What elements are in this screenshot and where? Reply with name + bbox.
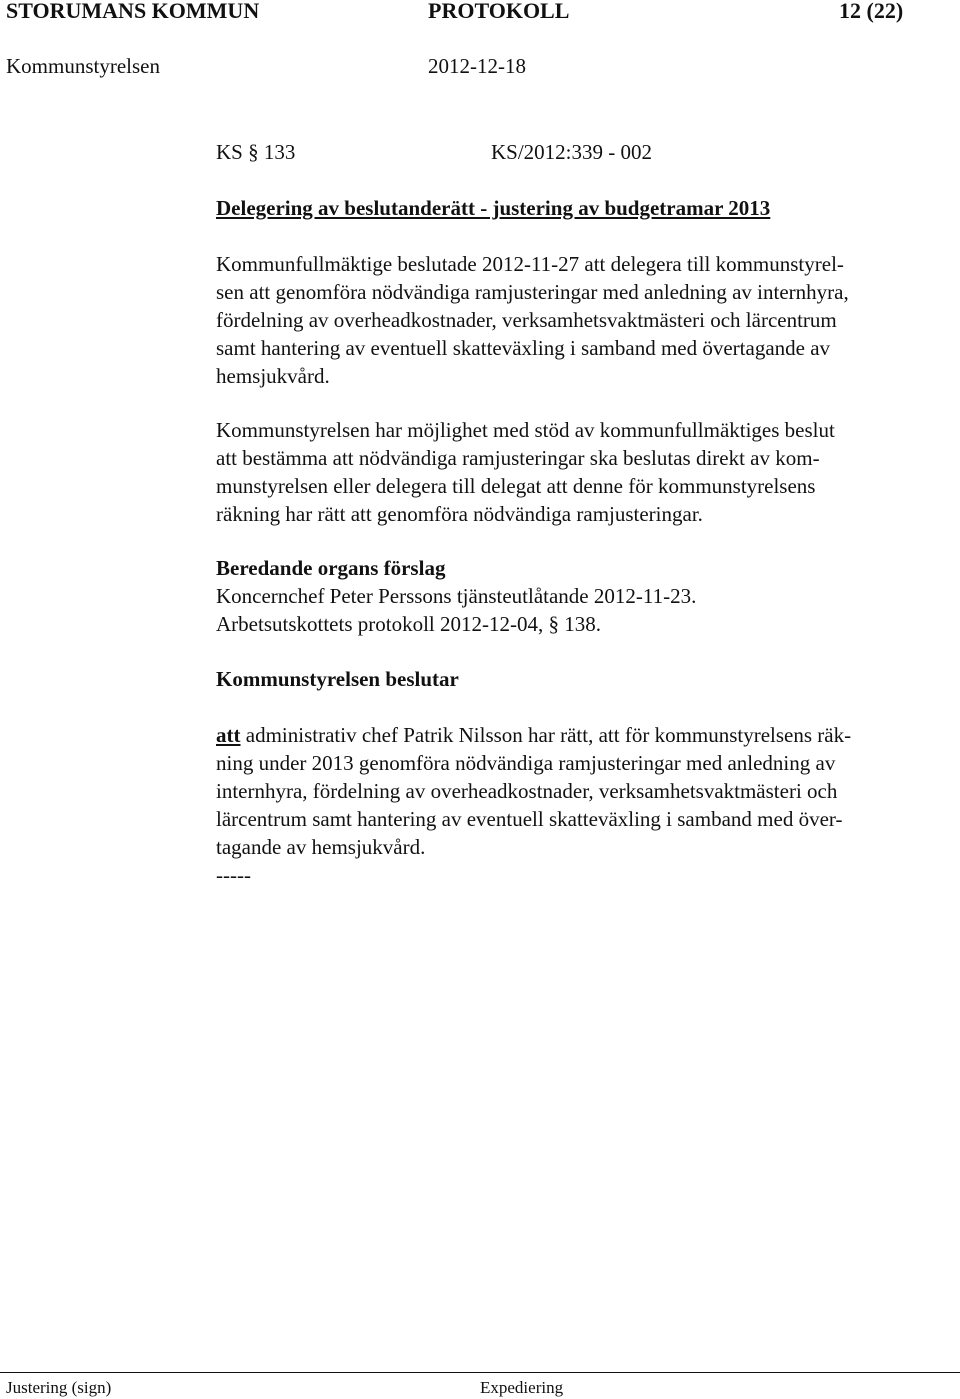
text-line: samt hantering av eventuell skatteväxling i samband med övertagande av bbox=[216, 336, 831, 360]
decision-heading: Kommunstyrelsen beslutar bbox=[216, 667, 459, 691]
footer-expediering: Expediering bbox=[480, 1378, 564, 1397]
org-name: STORUMANS KOMMUN bbox=[6, 0, 260, 23]
text-line: att bestämma att nödvändiga ramjusteringar ska beslutas direkt av kom- bbox=[216, 446, 820, 470]
case-title: Delegering av beslutanderätt - justering av budgetramar 2013 bbox=[216, 196, 771, 220]
proposal-heading: Beredande organs förslag bbox=[216, 556, 446, 580]
text-line: lärcentrum samt hantering av eventuell skatteväxling i samband med över- bbox=[216, 807, 843, 831]
case-diary-number: KS/2012:339 - 002 bbox=[491, 140, 653, 164]
page-number: 12 (22) bbox=[839, 0, 904, 23]
text-line: internhyra, fördelning av overheadkostnader, verksamhetsvaktmästeri och bbox=[216, 779, 838, 803]
text-line: Kommunfullmäktige beslutade 2012-11-27 att delegera till kommunstyrel- bbox=[216, 252, 844, 276]
text-line: sen att genomföra nödvändiga ramjusteringar med anledning av internhyra, bbox=[216, 280, 849, 304]
proposal-line: Arbetsutskottets protokoll 2012-12-04, § 138. bbox=[216, 612, 601, 636]
text-line: fördelning av overheadkostnader, verksamhetsvaktmästeri och lärcentrum bbox=[216, 308, 837, 332]
text-line: tagande av hemsjukvård. bbox=[216, 835, 426, 859]
decision-first-line: administrativ chef Patrik Nilsson har rätt, att för kommunstyrelsens räk- bbox=[240, 723, 852, 747]
meeting-date: 2012-12-18 bbox=[428, 54, 526, 78]
case-number: KS § 133 bbox=[216, 140, 296, 164]
text-line: munstyrelsen eller delegera till delegat att denne för kommunstyrelsens bbox=[216, 474, 816, 498]
text-line: räkning har rätt att genomföra nödvändiga ramjusteringar. bbox=[216, 502, 703, 526]
text-line: ning under 2013 genomföra nödvändiga ramjusteringar med anledning av bbox=[216, 751, 836, 775]
text-line bbox=[216, 721, 851, 749]
text-line: Kommunstyrelsen har möjlighet med stöd av kommunfullmäktiges beslut bbox=[216, 418, 835, 442]
att-keyword: att bbox=[216, 723, 241, 747]
proposal-line: Koncernchef Peter Perssons tjänsteutlåtande 2012-11-23. bbox=[216, 584, 697, 608]
committee-name: Kommunstyrelsen bbox=[6, 54, 160, 78]
document-type: PROTOKOLL bbox=[428, 0, 570, 23]
footer-rule bbox=[0, 1372, 960, 1373]
footer-justering: Justering (sign) bbox=[6, 1378, 112, 1397]
text-line: hemsjukvård. bbox=[216, 364, 330, 388]
end-mark: ----- bbox=[216, 863, 251, 887]
